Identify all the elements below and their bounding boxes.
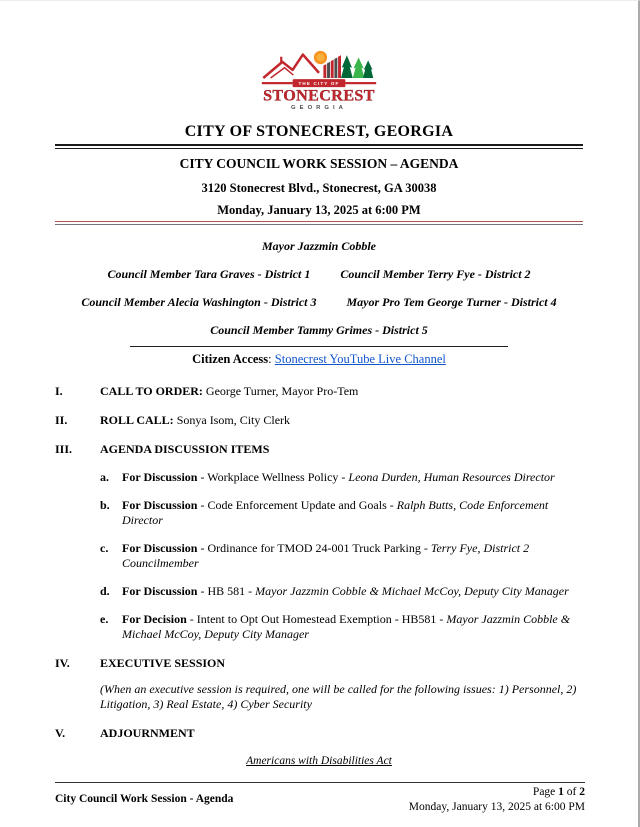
officials-divider [130, 346, 508, 347]
mayor-name: Mayor Jazzmin Cobble [261, 239, 376, 253]
agenda-item-discussion-items [55, 442, 583, 457]
presenter-name: Ralph Butts, Code Enforcement Director [122, 498, 549, 527]
mountains-icon [263, 55, 319, 78]
item-label: AGENDA DISCUSSION ITEMS [100, 442, 270, 456]
citizen-access-label: Citizen Access [192, 352, 269, 366]
footer-document-title: City Council Work Session - Agenda [55, 793, 234, 806]
logo-banner-text: THE CITY OF [298, 81, 340, 87]
item-numeral: V. [55, 726, 66, 740]
item-label: EXECUTIVE SESSION [100, 656, 226, 670]
banner [262, 79, 376, 87]
meeting-datetime: Monday, January 13, 2025 at 6:00 PM [217, 203, 421, 217]
discussion-item-d: d. For Discussion - HB 581 - Mayor Jazzmin Cobble & Michael McCoy, Deputy City Manager [100, 584, 569, 598]
item-label: CALL TO ORDER: [100, 384, 203, 398]
agenda-item-roll-call [55, 413, 583, 428]
youtube-live-channel-link[interactable]: Stonecrest YouTube Live Channel [274, 352, 446, 366]
discussion-item-b: b. For Discussion - Code Enforcement Update and Goals - Ralph Butts, Code Enforcement Director [100, 498, 549, 527]
item-label: ADJOURNMENT [100, 726, 195, 740]
sub-item-letter: a. [100, 470, 109, 484]
trees-icon [341, 55, 373, 78]
sub-item-letter: c. [100, 541, 109, 555]
presenter-name: Terry Fye, District 2 Councilmember [122, 541, 530, 570]
page-number: 1 [558, 786, 564, 799]
council-member-district-5: Council Member Tammy Grimes - District 5 [210, 323, 428, 337]
council-row-1 [55, 267, 583, 282]
item-numeral: I. [55, 384, 63, 398]
item-numeral: IV. [55, 656, 70, 670]
discussion-item-e: e. For Decision - Intent to Opt Out Homestead Exemption - HB581 - Mayor Jazzmin Cobble & Michael McCoy, Deputy City Manager [100, 612, 571, 641]
sub-item-letter: d. [100, 584, 110, 598]
agenda-item-adjournment [55, 726, 583, 741]
footer-datetime: Monday, January 13, 2025 at 6:00 PM [408, 801, 585, 814]
city-logo [55, 45, 583, 115]
presenter-name: Leona Durden, Human Resources Director [348, 470, 555, 484]
footer-page-indicator: Page 1 of 2 [532, 786, 585, 799]
logo-city-text: STONECREST [263, 87, 375, 105]
ada-notice: Americans with Disabilities Act [246, 755, 392, 767]
sub-item-letter: b. [100, 498, 110, 512]
meeting-address: 3120 Stonecrest Blvd., Stonecrest, GA 30038 [201, 181, 437, 195]
mayor-pro-tem-district-4: Mayor Pro Tem George Turner - District 4 [346, 295, 557, 309]
document-subtitle: CITY COUNCIL WORK SESSION – AGENDA [179, 156, 459, 171]
page-total: 2 [579, 786, 585, 799]
item-text: George Turner, Mayor Pro-Tem [202, 384, 359, 398]
presenter-name: Mayor Jazzmin Cobble & Michael McCoy, Deputy City Manager [255, 584, 569, 598]
item-numeral: III. [55, 442, 73, 456]
item-label: ROLL CALL: [100, 413, 174, 427]
discussion-item-a: a. For Discussion - Workplace Wellness Policy - Leona Durden, Human Resources Director [100, 470, 555, 484]
document-title: CITY OF STONECREST, GEORGIA [184, 123, 454, 140]
discussion-item-c: c. For Discussion - Ordinance for TMOD 24-001 Truck Parking - Terry Fye, District 2 Councilmember [100, 541, 530, 570]
executive-session-note: (When an executive session is required, one will be called for the following issues: 1) Personnel, 2) Litigation, 3) Real Estate, 4) Cyber Security [100, 682, 577, 711]
council-member-district-1: Council Member Tara Graves - District 1 [107, 267, 311, 281]
council-member-district-2: Council Member Terry Fye - District 2 [340, 267, 531, 281]
stonecrest-logo-icon [260, 45, 378, 111]
agenda-item-executive-session [55, 656, 583, 671]
presenter-name: Mayor Jazzmin Cobble & Michael McCoy, Deputy City Manager [122, 612, 571, 641]
item-numeral: II. [55, 413, 68, 427]
header-accent-divider [55, 221, 583, 225]
citizen-access-line [55, 352, 583, 367]
council-row-2 [55, 295, 583, 310]
agenda-item-call-to-order [55, 384, 583, 399]
logo-state-text: GEORGIA [291, 104, 347, 111]
item-text: Sonya Isom, City Clerk [173, 413, 291, 427]
page-footer [55, 782, 585, 815]
sub-item-letter: e. [100, 612, 109, 626]
tower-icon [280, 57, 282, 63]
council-member-district-3: Council Member Alecia Washington - District 3 [81, 295, 317, 309]
title-divider [55, 144, 583, 149]
footer-divider [55, 782, 585, 783]
citizen-access-separator: : [268, 352, 275, 366]
